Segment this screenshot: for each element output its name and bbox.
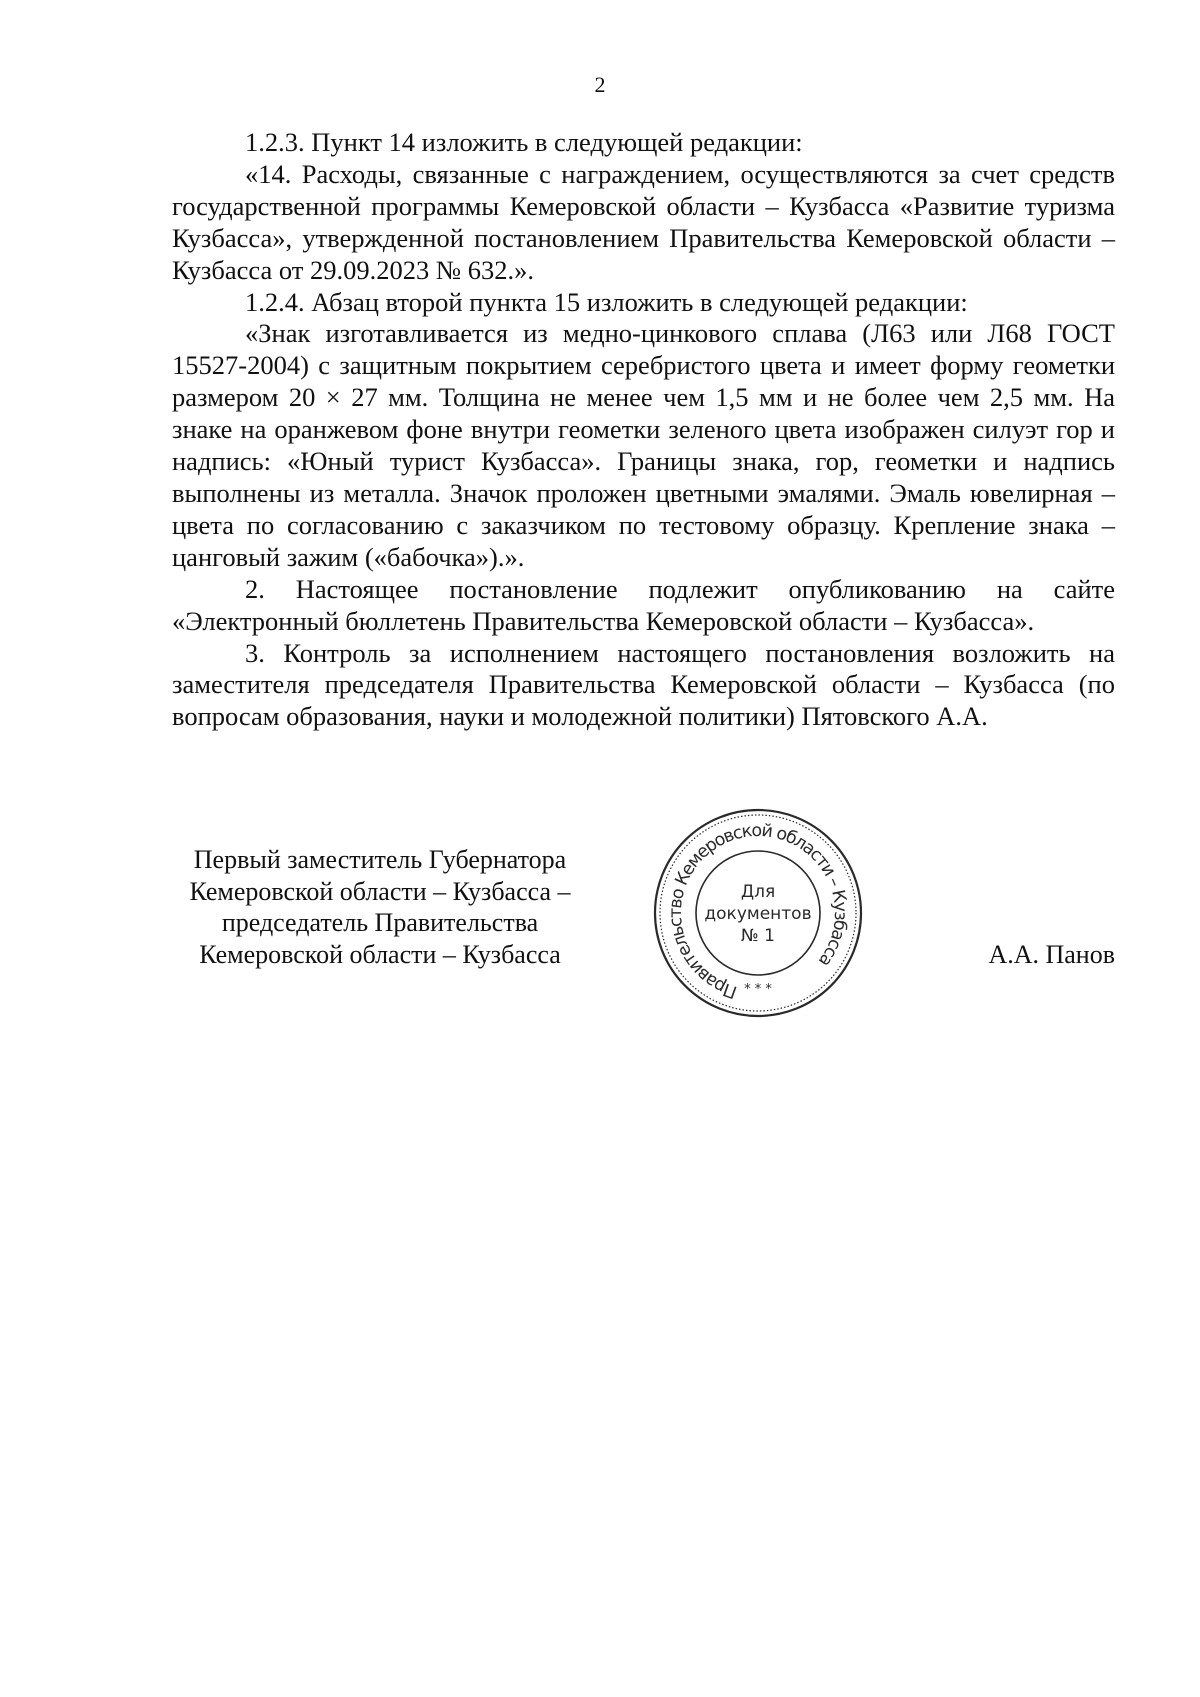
seal-center-line: № 1 (741, 926, 775, 946)
paragraph-publication: 2. Настоящее постановление подлежит опубликованию на сайте «Электронный бюллетень Правительства Кемеровской области – Кузбасса». (172, 573, 1115, 636)
paragraph-1-2-4: 1.2.4. Абзац второй пункта 15 изложить в следующей редакции: (245, 286, 968, 317)
signer-position-line: Кемеровской области – Кузбасса (199, 939, 561, 969)
document-body (172, 127, 1115, 733)
page-number: 2 (594, 72, 606, 97)
seal-ring-text: Правительство Кемеровской области – Кузбасса (665, 820, 851, 1002)
seal-center-line: Для (740, 882, 776, 902)
paragraph-item-14: «14. Расходы, связанные с награждением, осуществляются за счет средств государственной программы Кемеровской области – Кузбасса «Развитие туризма Кузбасса», утвержденной постановлением Правительства Кемеровской области – Кузбасса от 29.09.2023 № 632.». (172, 158, 1115, 285)
paragraph-1-2-3: 1.2.3. Пункт 14 изложить в следующей редакции: (245, 127, 803, 157)
signer-name: А.А. Панов (988, 940, 1115, 969)
signer-position-line: Первый заместитель Губернатора (193, 845, 567, 874)
seal-center-line: документов (704, 904, 812, 924)
signer-position-line: Кемеровской области – Кузбасса – (189, 876, 571, 906)
signer-position-line: председатель Правительства (221, 908, 539, 937)
paragraph-control: 3. Контроль за исполнением настоящего постановления возложить на заместителя председателя Правительства Кемеровской области – Кузбасса (по вопросам образования, науки и молодежной политики) Пятовского А.А. (172, 637, 1115, 732)
paragraph-badge-description: «Знак изготавливается из медно-цинкового сплава (Л63 или Л68 ГОСТ 15527-2004) с защитным покрытием серебристого цвета и имеет форму геометки размером 20 × 27 мм. Толщина не менее чем 1,5 мм и не более чем 2,5 мм. На знаке на оранжевом фоне внутри геометки зеленого цвета изображен силуэт гор и надпись: «Юный турист Кузбасса». Границы знака, гор, геометки и надпись выполнены из металла. Значок проложен цветными эмалями. Эмаль ювелирная – цвета по согласованию с заказчиком по тестовому образцу. Крепление знака – цанговый зажим («бабочка»).». (172, 318, 1115, 572)
official-seal-stamp (652, 807, 864, 1019)
seal-stars: * * * (744, 982, 772, 997)
signer-position (160, 844, 600, 970)
